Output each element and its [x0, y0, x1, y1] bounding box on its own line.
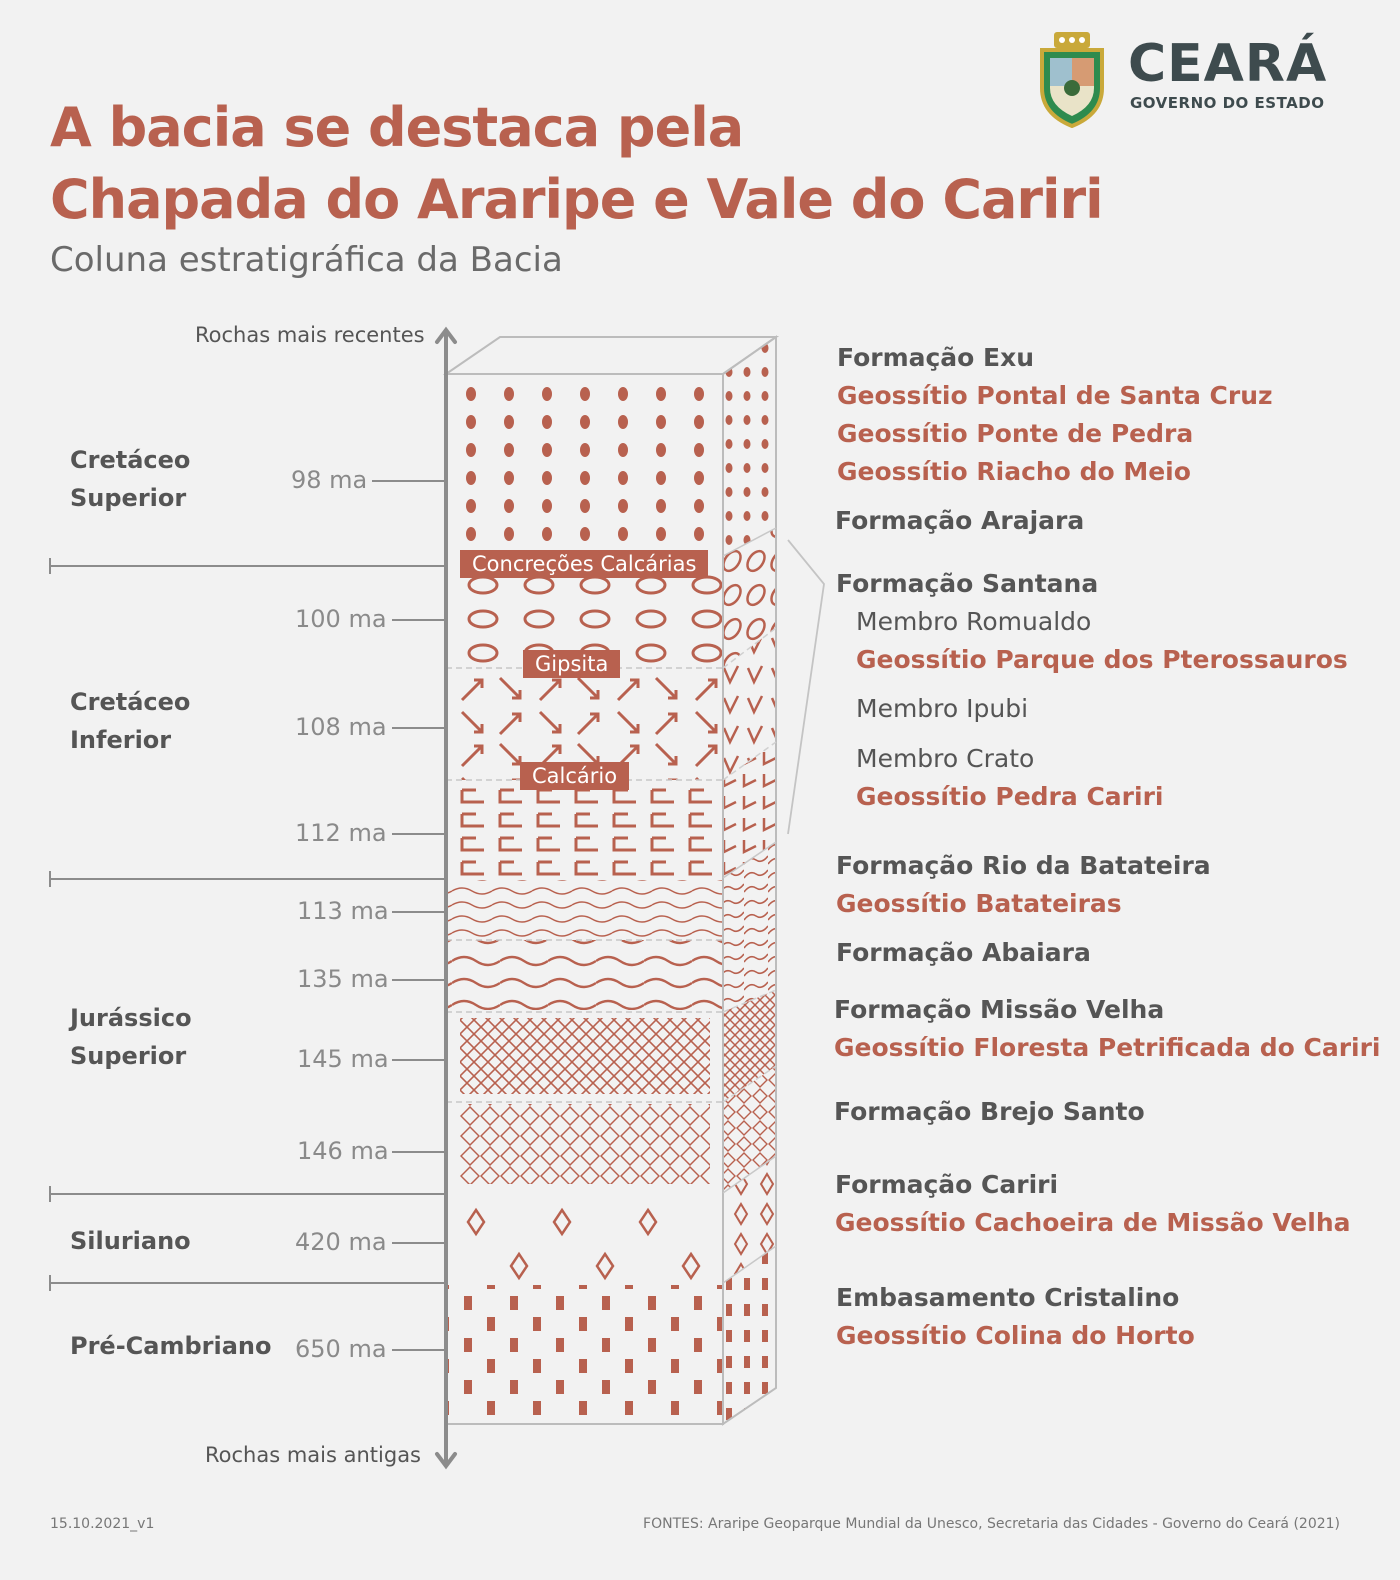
age-label: 113 ma	[297, 897, 389, 925]
tag-gipsita: Gipsita	[523, 650, 620, 678]
age-label: 135 ma	[297, 965, 389, 993]
axis-label-ancient: Rochas mais antigas	[205, 1443, 421, 1467]
geosite-pontal-santa-cruz: Geossítio Pontal de Santa Cruz	[837, 381, 1273, 410]
logo-name: CEARÁ	[1128, 34, 1328, 94]
geosite-colina-do-horto: Geossítio Colina do Horto	[836, 1321, 1195, 1350]
formation-santana: Formação Santana	[836, 569, 1099, 598]
layer-brejo-santo	[460, 1104, 710, 1184]
formation-embasamento-cristalino: Embasamento Cristalino	[836, 1283, 1180, 1312]
tag-concrecoes-calcarias: Concreções Calcárias	[460, 550, 708, 578]
age-label: 100 ma	[295, 605, 387, 633]
member-crato: Membro Crato	[856, 744, 1035, 773]
tag-calcario: Calcário	[520, 762, 629, 790]
member-romualdo: Membro Romualdo	[856, 607, 1092, 636]
period-cretaceo-superior: Cretáceo Superior	[70, 446, 191, 512]
footer-version: 15.10.2021_v1	[50, 1516, 155, 1532]
title-line-1: A bacia se destaca pela	[50, 96, 744, 159]
age-label: 650 ma	[295, 1335, 387, 1363]
layer-abaiara	[446, 940, 723, 1010]
geosite-pedra-cariri: Geossítio Pedra Cariri	[856, 782, 1164, 811]
age-label: 112 ma	[295, 819, 387, 847]
age-label: 420 ma	[295, 1228, 387, 1256]
layer-cariri	[446, 1195, 723, 1283]
member-ipubi: Membro Ipubi	[856, 694, 1029, 723]
column-side	[723, 337, 776, 1424]
logo-subtitle: GOVERNO DO ESTADO	[1130, 94, 1325, 112]
geosite-floresta-petrificada: Geossítio Floresta Petrificada do Cariri	[834, 1033, 1381, 1062]
geosite-ponte-de-pedra: Geossítio Ponte de Pedra	[837, 419, 1194, 448]
title-line-2: Chapada do Araripe e Vale do Cariri	[50, 168, 1103, 231]
column-front	[446, 374, 723, 1424]
axis-label-recent: Rochas mais recentes	[195, 323, 425, 347]
period-jurassico-superior: Jurássico Superior	[70, 1004, 192, 1070]
period-siluriano: Siluriano	[70, 1227, 191, 1255]
age-label: 145 ma	[297, 1045, 389, 1073]
formation-arajara: Formação Arajara	[835, 506, 1085, 535]
layer-embasamento	[446, 1285, 723, 1421]
layer-crato	[446, 780, 723, 878]
geosite-parque-pterossauros: Geossítio Parque dos Pterossauros	[856, 645, 1348, 674]
formation-exu: Formação Exu	[837, 343, 1035, 372]
geosite-riacho-do-meio: Geossítio Riacho do Meio	[837, 457, 1191, 486]
layer-exu	[446, 374, 723, 556]
age-label: 146 ma	[297, 1137, 389, 1165]
formation-brejo-santo: Formação Brejo Santo	[834, 1097, 1145, 1126]
footer-sources: FONTES: Araripe Geoparque Mundial da Unesco, Secretaria das Cidades - Governo do Ceará (2021)	[643, 1516, 1340, 1532]
age-label: 108 ma	[295, 713, 387, 741]
formation-missao-velha: Formação Missão Velha	[834, 995, 1165, 1024]
age-label: 98 ma	[291, 466, 368, 494]
layer-missao-velha	[460, 1018, 710, 1094]
geosite-cachoeira-missao-velha: Geossítio Cachoeira de Missão Velha	[835, 1208, 1351, 1237]
page-subtitle: Coluna estratigráfica da Bacia	[50, 240, 563, 280]
santana-bracket	[788, 540, 824, 834]
formation-abaiara: Formação Abaiara	[836, 938, 1091, 967]
formation-cariri: Formação Cariri	[835, 1170, 1059, 1199]
period-cretaceo-inferior: Cretáceo Inferior	[70, 688, 191, 754]
geosite-batateiras: Geossítio Batateiras	[836, 889, 1122, 918]
column-top	[446, 337, 776, 374]
layer-batateira	[446, 880, 723, 940]
formation-rio-da-batateira: Formação Rio da Batateira	[836, 851, 1211, 880]
period-pre-cambriano: Pré-Cambriano	[70, 1332, 272, 1360]
